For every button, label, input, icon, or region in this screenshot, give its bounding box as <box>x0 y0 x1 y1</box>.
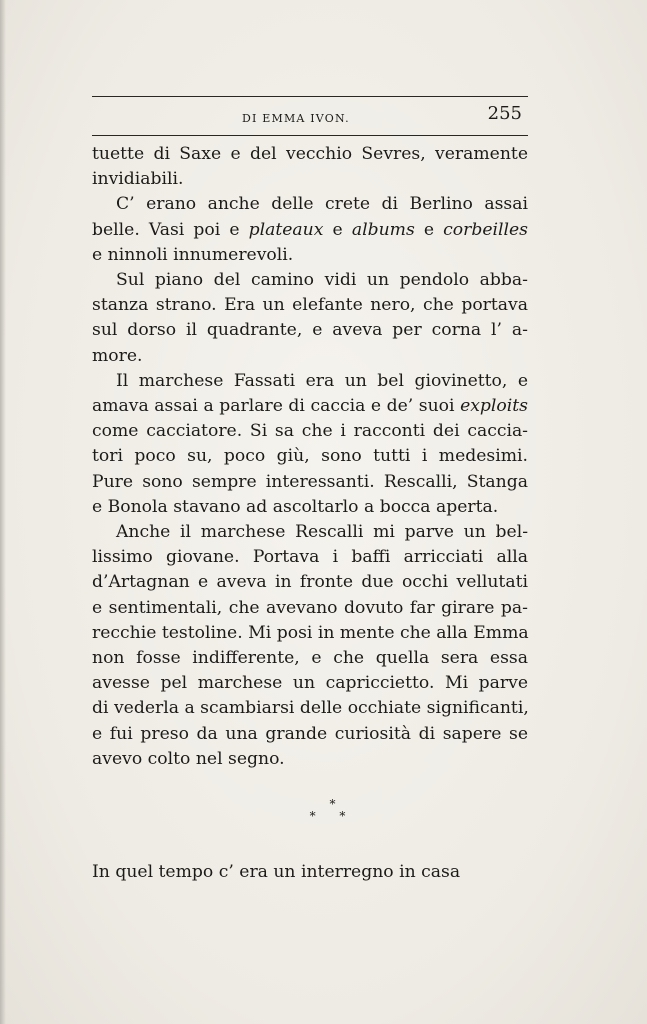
text-segment: amava assai a parlare di caccia e de’ suoi <box>92 396 461 417</box>
text-line <box>92 671 528 696</box>
text-segment: Pure sono sempre interessanti. Rescalli, Stanga <box>92 471 528 492</box>
text-line <box>92 167 528 192</box>
text-segment: recchie testoline. Mi posi in mente che alla Emma <box>92 622 529 643</box>
text-line <box>92 722 528 747</box>
text-line <box>92 444 528 469</box>
text-segment: d’Artagnan e aveva in fronte due occhi vellutati <box>92 572 528 593</box>
text-segment: sul dorso il quadrante, e aveva per corna l’ a- <box>92 320 528 341</box>
text-segment: avesse pel marchese un capriccietto. Mi parve <box>92 673 528 694</box>
text-line <box>92 243 528 268</box>
text-line <box>92 621 528 646</box>
text-segment: more. <box>92 345 143 366</box>
italic-word: exploits <box>460 396 528 417</box>
paragraph <box>92 192 528 268</box>
paragraph <box>92 142 528 192</box>
text-segment: invidiabili. <box>92 169 184 190</box>
text-line <box>92 419 528 444</box>
text-line <box>92 142 528 167</box>
text-line <box>92 218 528 243</box>
text-segment: e sentimentali, che avevano dovuto far girare pa- <box>92 597 528 618</box>
italic-word: albums <box>351 219 415 240</box>
text-line <box>92 293 528 318</box>
final-line: In quel tempo c’ era un interregno in casa <box>92 862 461 882</box>
text-segment: Sul piano del camino vidi un pendolo abba- <box>116 270 528 291</box>
text-line <box>92 318 528 343</box>
text-segment: tuette di Saxe e del vecchio Sevres, veramente <box>92 144 528 164</box>
paragraph <box>92 369 528 520</box>
text-segment: non fosse indifferente, e che quella sera essa <box>92 648 528 669</box>
text-segment: Anche il marchese Rescalli mi parve un bel- <box>116 522 528 543</box>
text-line <box>92 268 528 293</box>
text-segment: e fui preso da una grande curiosità di sapere se <box>92 723 528 744</box>
page-edge-shadow <box>0 0 6 1024</box>
section-break-asterism <box>0 798 647 838</box>
text-line <box>92 545 528 570</box>
text-line <box>92 470 528 495</box>
running-head <box>92 104 528 128</box>
text-line <box>92 696 528 721</box>
italic-word: plateaux <box>248 219 324 240</box>
text-line <box>92 747 528 772</box>
asterism-top: * <box>329 797 336 811</box>
text-segment: C’ erano anche delle crete di Berlino assai <box>116 194 528 215</box>
italic-word: corbeilles <box>443 219 528 240</box>
body-text <box>92 142 528 772</box>
paragraph <box>92 268 528 369</box>
text-line <box>92 495 528 520</box>
page-number: 255 <box>487 103 522 124</box>
header-rule-top <box>92 96 528 97</box>
text-segment: e ninnoli innumerevoli. <box>92 244 294 265</box>
header-rule-bottom <box>92 135 528 136</box>
text-line <box>92 369 528 394</box>
text-line <box>92 192 528 217</box>
text-line <box>92 646 528 671</box>
text-segment: di vederla a scambiarsi delle occhiate significanti, <box>92 698 529 719</box>
text-segment: e Bonola stavano ad ascoltarlo a bocca aperta. <box>92 496 499 517</box>
text-line <box>92 394 528 419</box>
text-segment: e <box>414 219 444 240</box>
text-line <box>92 344 528 369</box>
text-segment: lissimo giovane. Portava i baffi arricciati alla <box>92 547 528 568</box>
text-segment: stanza strano. Era un elefante nero, che portava <box>92 295 528 316</box>
text-line <box>92 520 528 545</box>
asterism-bottom: * * <box>309 809 356 823</box>
text-segment: Il marchese Fassati era un bel giovinetto, e <box>116 370 528 391</box>
text-line <box>92 570 528 595</box>
text-segment: tori poco su, poco giù, sono tutti i medesimi. <box>92 446 528 467</box>
text-segment: come cacciatore. Si sa che i racconti dei caccia- <box>92 421 528 442</box>
text-segment: belle. Vasi poi e <box>92 219 249 240</box>
text-segment: e <box>323 219 352 240</box>
text-segment: avevo colto nel segno. <box>92 748 285 769</box>
paragraph <box>92 520 528 772</box>
running-head-title: DI EMMA IVON. <box>242 112 350 125</box>
text-line <box>92 596 528 621</box>
